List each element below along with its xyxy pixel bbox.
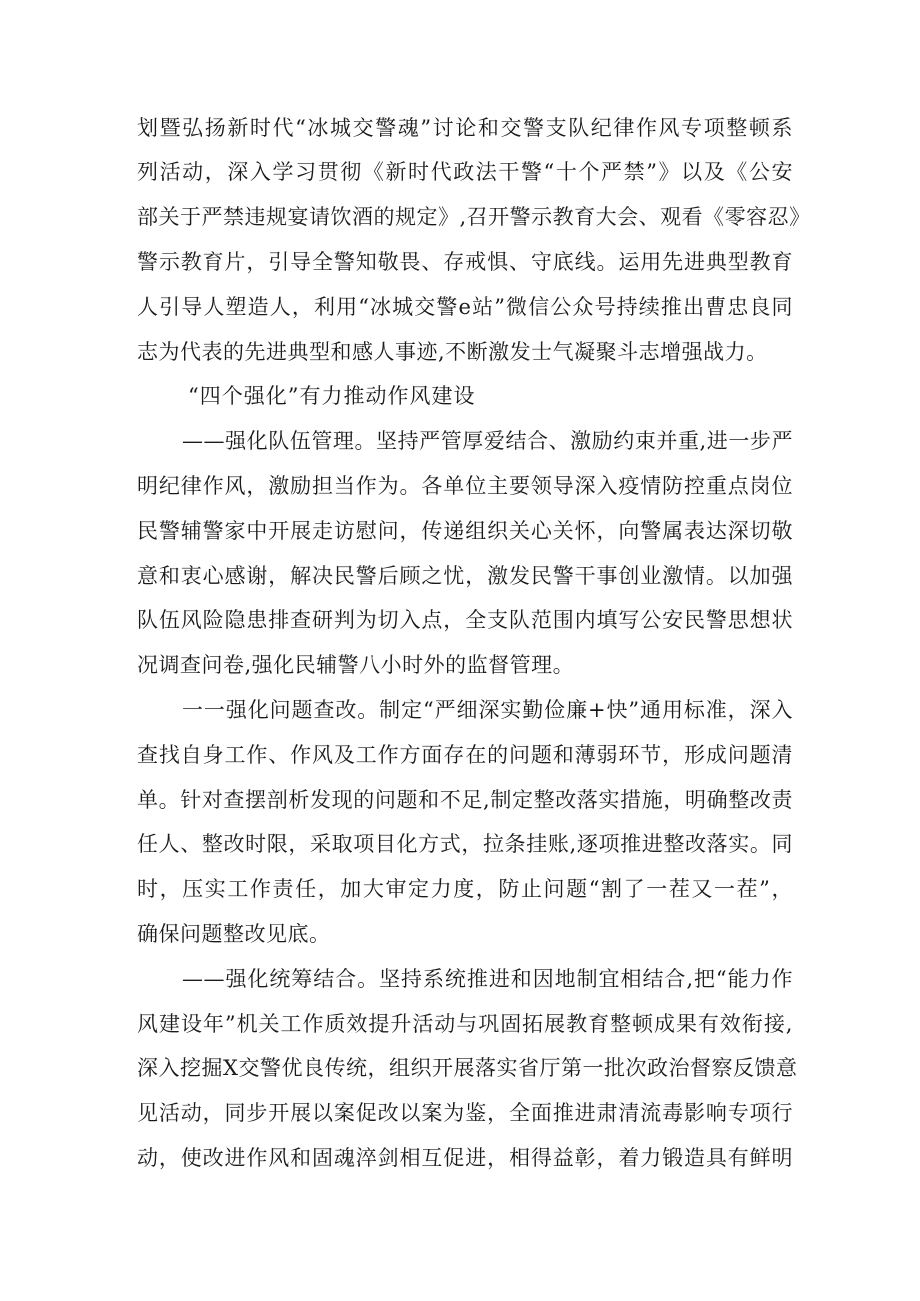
- paragraph-4-line-1: ——强化统筹结合。坚持系统推进和因地制宜相结合,把“能力作: [182, 967, 793, 991]
- paragraph-1-line-4: 警示教育片，引导全警知敬畏、存戒惧、守底线。运用先进典型教育: [137, 250, 793, 274]
- paragraph-4-line-2: 风建设年”机关工作质效提升活动与巩固拓展教育整顿成果有效衔接,: [137, 1012, 793, 1036]
- paragraph-1-line-2: 列活动，深入学习贯彻《新时代政法干警“十个严禁”》以及《公安: [137, 160, 793, 184]
- paragraph-1-line-1: 划暨弘扬新时代“冰城交警魂”讨论和交警支队纪律作风专项整顿系: [137, 116, 793, 140]
- paragraph-1-line-6: 志为代表的先进典型和感人事迹,不断激发士气凝聚斗志增强战力。: [137, 340, 768, 364]
- paragraph-3-line-2: 查找自身工作、作风及工作方面存在的问题和薄弱环节，形成问题清: [137, 743, 793, 767]
- paragraph-1-line-5: 人引导人塑造人，利用“冰城交警e站”微信公众号持续推出曹忠良同: [137, 295, 793, 319]
- paragraph-2-line-3: 民警辅警家中开展走访慰问，传递组织关心关怀，向警属表达深切敬: [137, 519, 793, 543]
- paragraph-3-line-4: 任人、整改时限，采取项目化方式，拉条挂账,逐项推进整改落实。同: [137, 832, 793, 856]
- paragraph-3-line-5: 时，压实工作责任，加大审定力度，防止问题“割了一茬又一茬”，: [137, 877, 793, 901]
- paragraph-4-line-3: 深入挖掘X交警优良传统，组织开展落实省厅第一批次政治督察反馈意: [137, 1056, 798, 1080]
- paragraph-3-line-1: 一一强化问题查改。制定“严细深实勤俭廉+快”通用标准，深入: [182, 698, 793, 722]
- paragraph-4-line-5: 动，使改进作风和固魂淬剑相互促进，相得益彰，着力锻造具有鲜明: [137, 1146, 793, 1170]
- paragraph-4-line-4: 见活动，同步开展以案促改以案为鉴，全面推进肃清流毒影响专项行: [137, 1101, 793, 1125]
- paragraph-2-line-5: 队伍风险隐患排查研判为切入点，全支队范围内填写公安民警思想状: [137, 608, 793, 632]
- paragraph-2-line-4: 意和衷心感谢，解决民警后顾之忧，激发民警干事创业激情。以加强: [137, 564, 793, 588]
- paragraph-2-line-1: ——强化队伍管理。坚持严管厚爱结合、激励约束并重,进一步严: [182, 429, 793, 453]
- paragraph-1-line-3: 部关于严禁违规宴请饮酒的规定》,召开警示教育大会、观看《零容忍》: [137, 205, 811, 229]
- paragraph-2-line-2: 明纪律作风，激励担当作为。各单位主要领导深入疫情防控重点岗位: [137, 474, 793, 498]
- paragraph-3-line-6: 确保问题整改见底。: [137, 922, 331, 946]
- section-heading: “四个强化”有力推动作风建设: [188, 384, 476, 408]
- paragraph-2-line-6: 况调查问卷,强化民辅警八小时外的监督管理。: [137, 653, 575, 677]
- paragraph-3-line-3: 单。针对查摆剖析发现的问题和不足,制定整改落实措施，明确整改责: [137, 788, 793, 812]
